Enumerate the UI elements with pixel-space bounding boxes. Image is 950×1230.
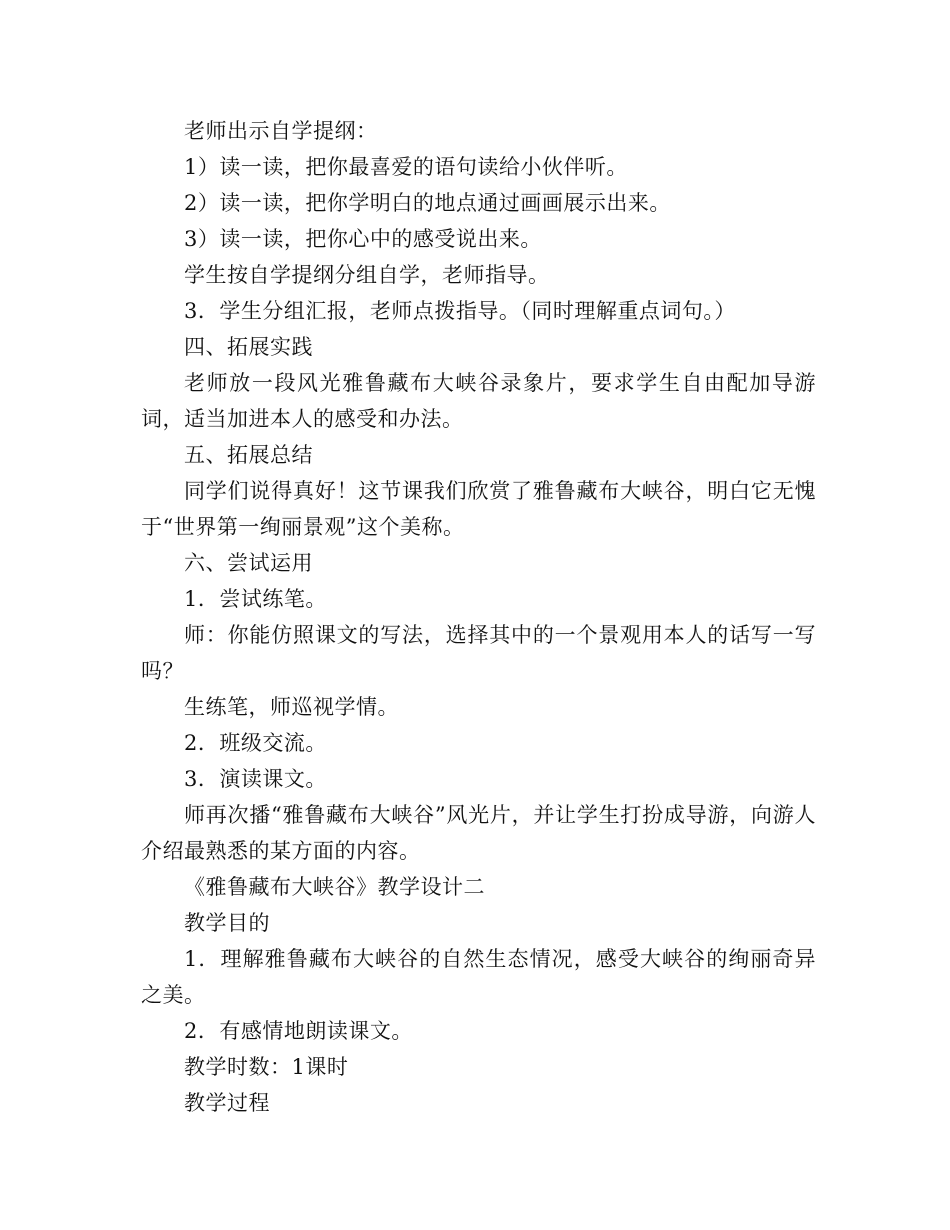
paragraph: 生练笔，师巡视学情。 — [184, 695, 399, 719]
paragraph: 师：你能仿照课文的写法，选择其中的一个景观用本人的话写一写吗？ — [141, 623, 816, 683]
section-heading: 四、拓展实践 — [184, 335, 313, 359]
paragraph: 1．尝试练笔。 — [184, 587, 327, 611]
paragraph: 学生按自学提纲分组自学，老师指导。 — [184, 263, 550, 287]
section-heading: 教学目的 — [184, 911, 270, 935]
paragraph: 教学时数：1课时 — [184, 1055, 349, 1079]
paragraph: 1．理解雅鲁藏布大峡谷的自然生态情况，感受大峡谷的绚丽奇异之美。 — [141, 947, 816, 1007]
section-heading: 六、尝试运用 — [184, 551, 313, 575]
document-body — [141, 113, 816, 1121]
paragraph: 3．演读课文。 — [184, 767, 327, 791]
paragraph: 1）读一读，把你最喜爱的语句读给小伙伴听。 — [184, 155, 628, 179]
paragraph: 师再次播“雅鲁藏布大峡谷”风光片，并让学生打扮成导游，向游人介绍最熟悉的某方面的内容。 — [141, 803, 816, 863]
paragraph: 2．班级交流。 — [184, 731, 327, 755]
section-heading: 教学过程 — [184, 1091, 270, 1115]
paragraph: 老师出示自学提纲： — [184, 119, 378, 143]
paragraph: 3）读一读，把你心中的感受说出来。 — [184, 227, 542, 251]
paragraph: 2．有感情地朗读课文。 — [184, 1019, 413, 1043]
paragraph: 3．学生分组汇报，老师点拨指导。（同时理解重点词句。） — [184, 299, 736, 323]
paragraph: 2）读一读，把你学明白的地点通过画画展示出来。 — [184, 191, 671, 215]
section-heading: 五、拓展总结 — [184, 443, 313, 467]
document-title: 《雅鲁藏布大峡谷》教学设计二 — [184, 875, 485, 899]
paragraph: 老师放一段风光雅鲁藏布大峡谷录象片，要求学生自由配加导游词，适当加进本人的感受和办法。 — [141, 371, 816, 431]
paragraph: 同学们说得真好！这节课我们欣赏了雅鲁藏布大峡谷，明白它无愧于“世界第一绚丽景观”这个美称。 — [141, 479, 816, 539]
